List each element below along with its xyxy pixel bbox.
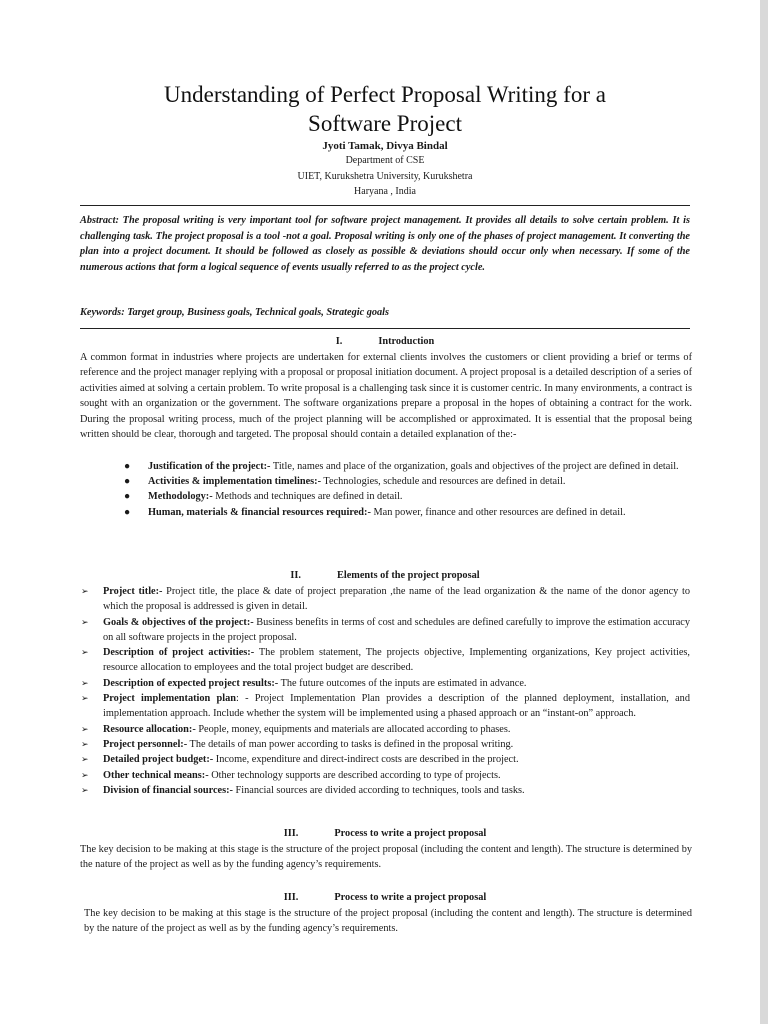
page-edge [760,0,768,1024]
section-3-repeat-number: III. [283,892,299,903]
list-item [81,645,690,676]
rule-top [80,205,690,206]
section-3-repeat-title: Process to write a project proposal [334,892,487,903]
bullet-icon: ● [124,476,131,488]
item-text: Business benefits in terms of cost and schedules are defined carefully to improve the estimation accuracy on all software projects in the project proposal. [103,616,690,643]
list-item [81,691,690,722]
item-text: Project title, the place & date of project preparation ,the name of the lead organization & the name of the donor agency to which the proposal is addressed is given in detail. [103,586,690,613]
arrow-bullet-icon: ➢ [81,693,89,704]
list-item [81,584,690,615]
arrow-bullet-icon: ➢ [81,784,89,795]
item-text: Financial sources are divided according to techniques, tools and tasks. [232,784,525,796]
section-3-heading [80,827,690,841]
list-item [81,615,690,646]
affiliation-dept: Department of CSE [345,155,425,166]
section-3-repeat-paragraph: The key decision to be making at this stage is the structure of the project proposal (including the content and length). The structure is determined by the nature of the project as well as by the funding agency’s requirements. [84,908,692,935]
authors: Jyoti Tamak, Divya Bindal [322,140,448,152]
section-3-title: Process to write a project proposal [334,828,487,839]
list-item [81,737,690,752]
paper-title [60,80,710,138]
item-text: : - Project Implementation Plan provides a description of the planned deployment, installation, and implementation approach. Include whether the system will be implemented using a phased approach or an “instant-on” approach. [103,693,690,720]
item-label: Other technical means:- [103,769,209,781]
item-text: Other technology supports are described according to type of projects. [208,769,501,781]
list-item [81,676,690,691]
item-label: Goals & objectives of the project:- [103,616,254,628]
section-1-number: I. [335,336,343,347]
item-label: Division of financial sources:- [103,784,233,796]
item-text: People, money, equipments and materials are allocated according to phases. [195,723,511,735]
arrow-bullet-icon: ➢ [81,616,89,627]
section-2-number: II. [290,570,301,581]
bullet-label: Human, materials & financial resources required:- [148,506,371,518]
section-2-item-list [81,584,690,798]
item-label: Description of project activities:- [103,647,255,659]
title-line-2: Software Project [308,111,462,136]
list-item [124,474,688,489]
keywords: Keywords: Target group, Business goals, Technical goals, Strategic goals [80,307,390,318]
arrow-bullet-icon: ➢ [81,647,89,658]
item-text: Income, expenditure and direct-indirect costs are described in the project. [213,754,519,766]
arrow-bullet-icon: ➢ [81,769,89,780]
section-1-heading [80,335,690,349]
bullet-icon: ● [124,506,131,518]
bullet-label: Activities & implementation timelines:- [148,476,322,488]
section-3-repeat-heading [80,891,690,905]
arrow-bullet-icon: ➢ [81,677,89,688]
bullet-text: Title, names and place of the organization, goals and objectives of the project are defined in detail. [270,461,679,472]
affiliation-location: Haryana , India [354,186,416,197]
bullet-icon: ● [124,461,131,472]
rule-bottom [80,328,690,329]
section-2-heading [80,569,690,583]
arrow-bullet-icon: ➢ [81,738,89,749]
section-1-paragraph: A common format in industries where projects are undertaken for external clients involves the customers or client providing a brief or terms of reference and the project manager replying with a proposal or proposal initiation document. A project proposal is a detailed description of a series of activities aimed at solving a certain problem. To write proposal is a challenging task since it is customer centric. In many environments, a contract is sought with an organization or the government. The software organizations prepare a proposal in the hopes of obtaining a contract for the work. During the proposal writing process, much of the project planning will be accomplished or approximated. It is essential that the proposal being written should be clear, thorough and targeted. The proposal should contain a detailed explanation of the:- [80,352,692,441]
bullet-text: Methods and techniques are defined in detail. [212,491,403,503]
section-3-number: III. [283,828,299,839]
bullet-text: Technologies, schedule and resources are defined in detail. [321,476,566,488]
list-item [124,505,688,520]
bullet-text: Man power, finance and other resources are defined in detail. [370,506,626,518]
bullet-label: Justification of the project:- [148,461,271,472]
list-item [124,489,688,504]
item-label: Project implementation plan [103,693,236,705]
affiliation-university: UIET, Kurukshetra University, Kurukshetra [297,171,473,182]
list-item [81,722,690,737]
list-item [81,768,690,783]
abstract: Abstract: The proposal writing is very important tool for software project management. It provides all details to solve certain problem. It is challenging task. The project proposal is a tool -not a goal. Proposal writing is only one of the phases of project management. It converting the plan into a project document. It should be followed as closely as possible & deviations should occur only when necessary. If some of the numerous actions that form a logical sequence of events usually referred to as the project cycle. [80,215,690,273]
item-label: Description of expected project results:- [103,677,279,689]
list-item [81,752,690,767]
arrow-bullet-icon: ➢ [81,754,89,765]
item-text: The details of man power according to tasks is defined in the proposal writing. [187,738,514,750]
item-label: Project title:- [103,586,163,597]
bullet-icon: ● [124,491,131,503]
item-text: The problem statement, The projects objective, Implementing organizations, Key project activities, resource allocation to employees and the total project budget are described. [103,647,690,674]
list-item [81,783,690,798]
item-text: The future outcomes of the inputs are estimated in advance. [278,677,527,689]
arrow-bullet-icon: ➢ [81,723,89,734]
list-item [124,459,688,474]
item-label: Resource allocation:- [103,723,196,735]
item-label: Detailed project budget:- [103,754,214,766]
section-2-title: Elements of the project proposal [336,570,480,581]
section-3-paragraph: The key decision to be making at this stage is the structure of the project proposal (including the content and length). The structure is determined by the nature of the project as well as by the funding agency’s requirements. [80,844,692,871]
section-1-bullet-list [124,459,688,520]
bullet-label: Methodology:- [148,491,213,503]
title-line-1: Understanding of Perfect Proposal Writing for a [164,82,606,107]
item-label: Project personnel:- [103,738,188,750]
section-1-title: Introduction [378,336,435,347]
arrow-bullet-icon: ➢ [81,586,89,596]
